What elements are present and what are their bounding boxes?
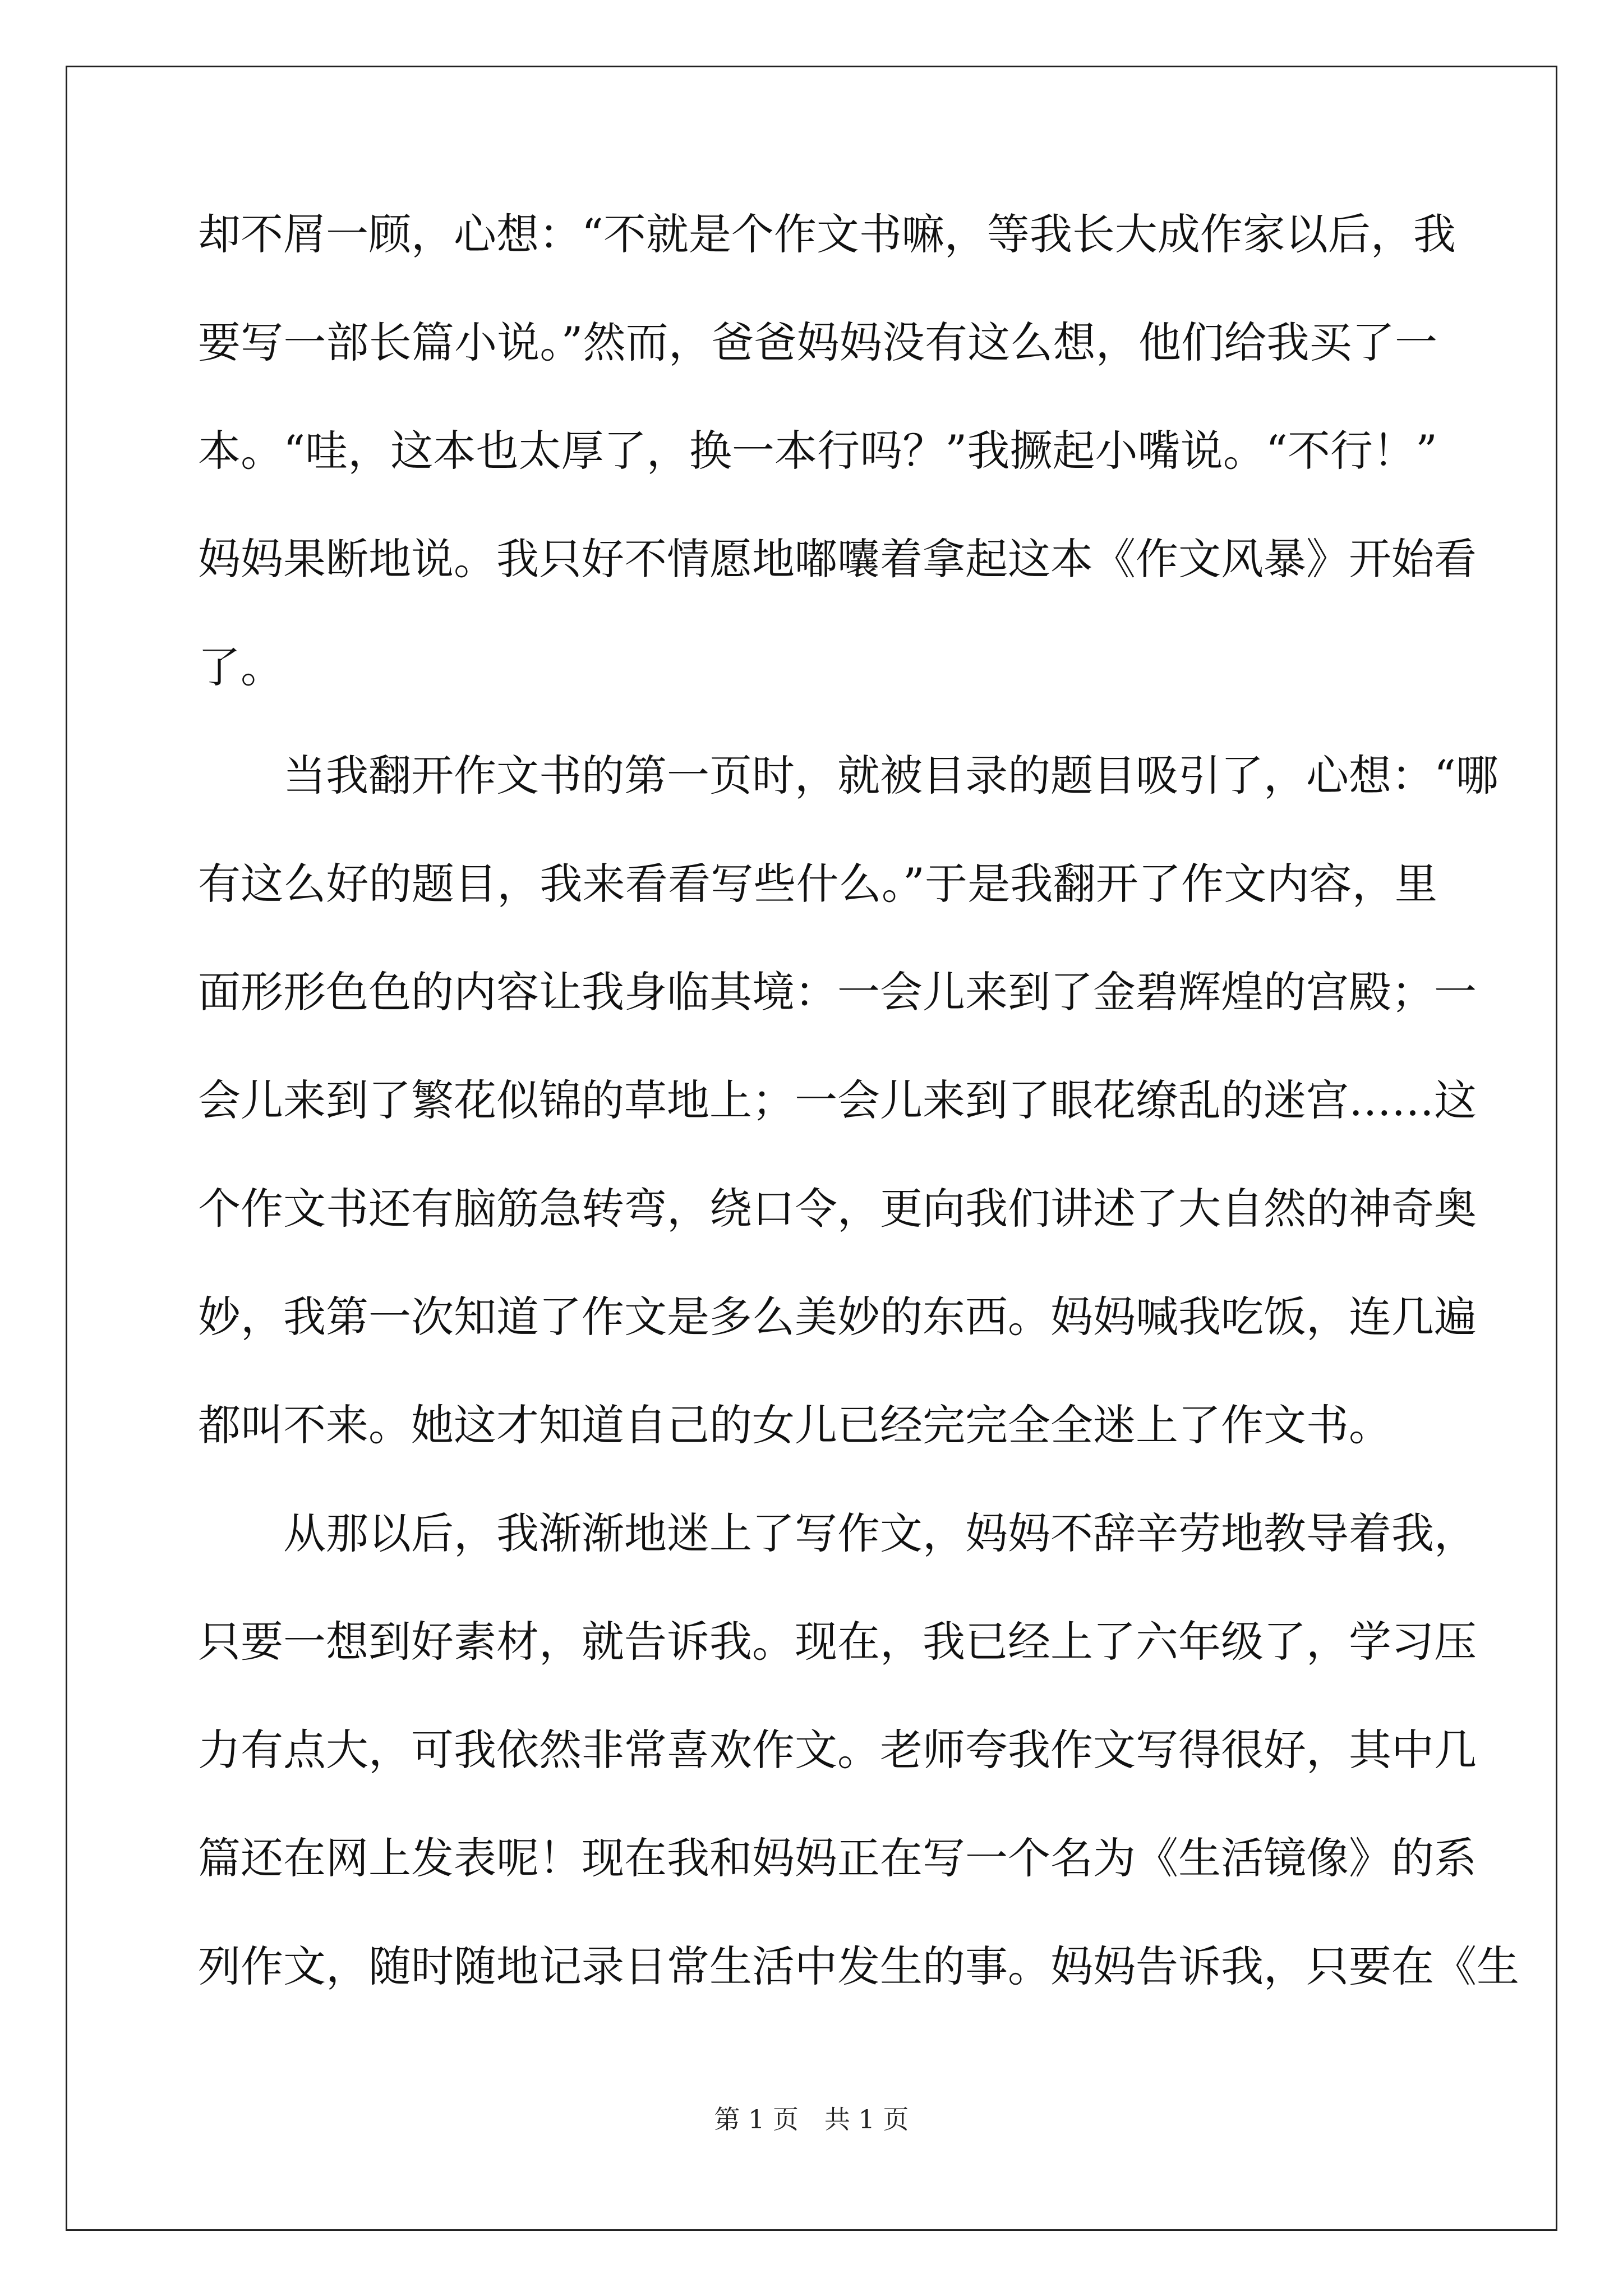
text-line: 当我翻开作文书的第一页时，就被目录的题目吸引了，心想：“哪 — [283, 751, 1498, 800]
text-line: 要写一部长篇小说。”然而，爸爸妈妈没有这么想，他们给我买了一 — [198, 318, 1437, 367]
text-line: 力有点大，可我依然非常喜欢作文。老师夸我作文写得很好，其中几 — [198, 1725, 1477, 1775]
text-line: 了。 — [198, 642, 283, 692]
text-line: 个作文书还有脑筋急转弯，绕口令，更向我们讲述了大自然的神奇奥 — [198, 1184, 1477, 1234]
page-number-footer: 第 1 页 共 1 页 — [714, 2104, 909, 2134]
text-line: 本。“哇，这本也太厚了，换一本行吗？”我撅起小嘴说。“不行！” — [198, 426, 1437, 476]
text-line: 会儿来到了繁花似锦的草地上；一会儿来到了眼花缭乱的迷宫……这 — [198, 1075, 1477, 1125]
text-line: 妙，我第一次知道了作文是多么美妙的东西。妈妈喊我吃饭，连几遍 — [198, 1292, 1477, 1342]
text-line: 只要一想到好素材，就告诉我。现在，我已经上了六年级了，学习压 — [198, 1617, 1477, 1667]
text-line: 篇还在网上发表呢！现在我和妈妈正在写一个名为《生活镜像》的系 — [198, 1833, 1477, 1883]
text-line: 都叫不来。她这才知道自己的女儿已经完完全全迷上了作文书。 — [198, 1400, 1391, 1450]
text-line: 面形形色色的内容让我身临其境：一会儿来到了金碧辉煌的宫殿；一 — [198, 967, 1477, 1017]
text-line: 妈妈果断地说。我只好不情愿地嘟囔着拿起这本《作文风暴》开始看 — [198, 534, 1477, 584]
document-body — [198, 208, 1519, 2048]
text-line: 列作文，随时随地记录日常生活中发生的事。妈妈告诉我，只要在《生 — [198, 1941, 1519, 1991]
text-line: 从那以后，我渐渐地迷上了写作文，妈妈不辞辛劳地教导着我， — [283, 1508, 1477, 1558]
text-line: 却不屑一顾，心想：“不就是个作文书嘛，等我长大成作家以后，我 — [198, 209, 1456, 259]
text-line: 有这么好的题目，我来看看写些什么。”于是我翻开了作文内容，里 — [198, 859, 1437, 909]
